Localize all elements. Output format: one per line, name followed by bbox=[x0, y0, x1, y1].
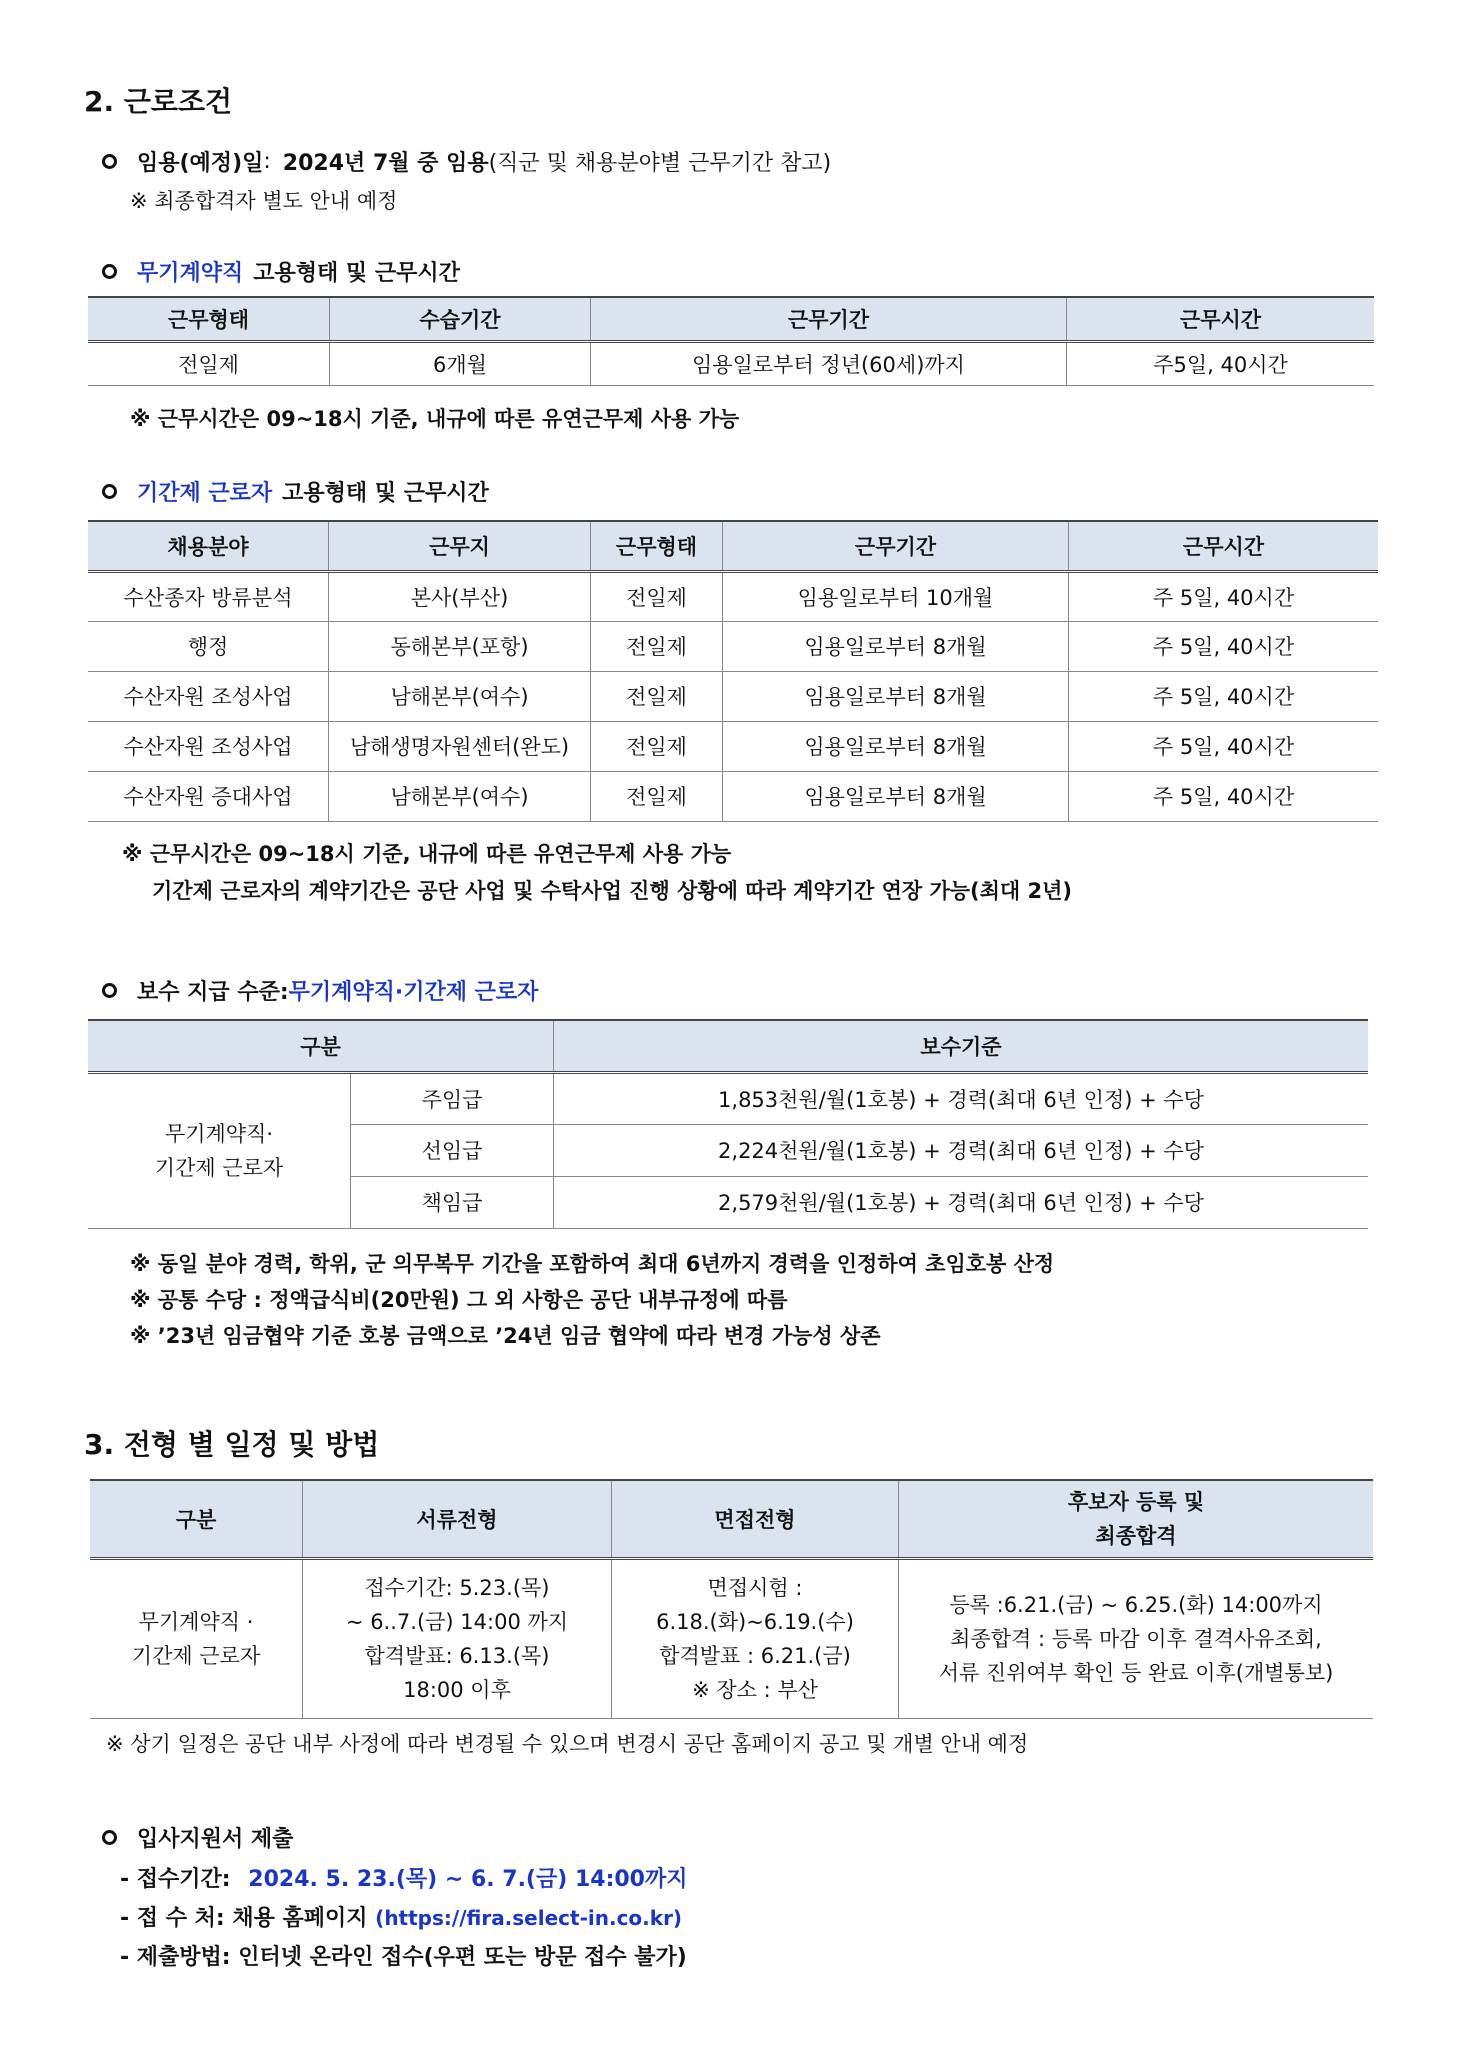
table-cell: 임용일로부터 10개월 bbox=[723, 571, 1069, 621]
table-header: 구분 bbox=[88, 1020, 554, 1072]
pay-group-cell bbox=[88, 1072, 351, 1228]
table-header: 보수기준 bbox=[554, 1020, 1369, 1072]
fixed-term-table bbox=[88, 520, 1378, 822]
application-url-link[interactable]: (https://fira.select-in.co.kr) bbox=[375, 1906, 683, 1930]
circle-bullet-icon bbox=[102, 484, 117, 499]
cell-line: 면접시험 : bbox=[707, 1575, 803, 1600]
appointment-note: ※ 최종합격자 별도 안내 예정 bbox=[130, 189, 398, 213]
table-cell: 주5일, 40시간 bbox=[1067, 341, 1375, 385]
permanent-heading bbox=[102, 256, 460, 287]
table-cell: 임용일로부터 8개월 bbox=[723, 771, 1069, 821]
cell-line: 합격발표: 6.13.(목) bbox=[364, 1643, 550, 1668]
table-header: 근무기간 bbox=[591, 297, 1067, 341]
table-header: 수습기간 bbox=[330, 297, 591, 341]
permanent-table bbox=[88, 296, 1374, 386]
header-line-1: 후보자 등록 및 bbox=[1067, 1489, 1205, 1514]
appointment-colon: : bbox=[263, 149, 271, 174]
table-cell: 주 5일, 40시간 bbox=[1069, 671, 1379, 721]
section-3-title: 3. 전형 별 일정 및 방법 bbox=[84, 1428, 380, 1461]
table-cell: 주 5일, 40시간 bbox=[1069, 721, 1379, 771]
cell-line: 접수기간: 5.23.(목) bbox=[364, 1575, 550, 1600]
pay-group-line-1: 무기계약직· bbox=[164, 1121, 274, 1146]
table-header: 근무형태 bbox=[591, 521, 723, 571]
application-period-value: 2024. 5. 23.(목) ~ 6. 7.(금) 14:00까지 bbox=[248, 1867, 688, 1892]
table-cell: 임용일로부터 정년(60세)까지 bbox=[591, 341, 1067, 385]
table-cell: 임용일로부터 8개월 bbox=[723, 721, 1069, 771]
cell-line: 기간제 근로자 bbox=[131, 1643, 261, 1668]
table-cell: 수산종자 방류분석 bbox=[88, 571, 329, 621]
table-header: 면접전형 bbox=[612, 1480, 899, 1558]
circle-bullet-icon bbox=[102, 264, 117, 279]
document-screening-cell bbox=[303, 1558, 612, 1718]
table-cell: 주 5일, 40시간 bbox=[1069, 621, 1379, 671]
application-title: 입사지원서 제출 bbox=[137, 1827, 294, 1852]
table-cell: 1,853천원/월(1호봉) + 경력(최대 6년 인정) + 수당 bbox=[554, 1072, 1369, 1124]
pay-table bbox=[88, 1019, 1368, 1229]
table-cell: 본사(부산) bbox=[329, 571, 591, 621]
table-cell: 책임급 bbox=[351, 1176, 554, 1228]
table-header: 근무시간 bbox=[1069, 521, 1379, 571]
table-cell: 6개월 bbox=[330, 341, 591, 385]
table-header: 채용분야 bbox=[88, 521, 329, 571]
table-cell: 동해본부(포항) bbox=[329, 621, 591, 671]
table-cell: 주임급 bbox=[351, 1072, 554, 1124]
table-cell: 남해본부(여수) bbox=[329, 671, 591, 721]
application-method: - 제출방법: 인터넷 온라인 접수(우편 또는 방문 접수 불가) bbox=[120, 1945, 687, 1970]
fixed-term-title-blue: 기간제 근로자 bbox=[137, 481, 273, 506]
table-row bbox=[88, 771, 1378, 821]
application-place-label: - 접 수 처: 채용 홈페이지 bbox=[120, 1906, 368, 1931]
table-cell: 수산자원 조성사업 bbox=[88, 721, 329, 771]
pay-heading bbox=[102, 975, 538, 1006]
table-header-final bbox=[899, 1480, 1374, 1558]
table-cell: 주 5일, 40시간 bbox=[1069, 571, 1379, 621]
table-header: 구분 bbox=[90, 1480, 303, 1558]
table-header-row bbox=[90, 1480, 1373, 1558]
appointment-value: 2024년 7월 중 임용 bbox=[282, 151, 489, 176]
table-header-row bbox=[88, 1020, 1368, 1072]
table-row bbox=[88, 1072, 1368, 1124]
table-cell: 2,224천원/월(1호봉) + 경력(최대 6년 인정) + 수당 bbox=[554, 1124, 1369, 1176]
schedule-category-cell bbox=[90, 1558, 303, 1718]
appointment-line bbox=[102, 146, 831, 177]
cell-line: 최종합격 : 등록 마감 이후 결격사유조회, bbox=[950, 1626, 1322, 1651]
table-cell: 수산자원 조성사업 bbox=[88, 671, 329, 721]
pay-note-3: ※ ’23년 임금협약 기준 호봉 금액으로 ’24년 임금 협약에 따라 변경 가능성 상존 bbox=[130, 1324, 881, 1348]
table-row bbox=[88, 571, 1378, 621]
application-period bbox=[120, 1862, 687, 1893]
table-row bbox=[88, 721, 1378, 771]
table-header: 근무기간 bbox=[723, 521, 1069, 571]
cell-line: 등록 :6.21.(금) ~ 6.25.(화) 14:00까지 bbox=[949, 1592, 1323, 1617]
permanent-title-blue: 무기계약직 bbox=[137, 261, 244, 286]
application-heading bbox=[102, 1822, 293, 1853]
table-cell: 행정 bbox=[88, 621, 329, 671]
section-2-title: 2. 근로조건 bbox=[84, 85, 233, 118]
table-cell: 전일제 bbox=[591, 721, 723, 771]
table-cell: 임용일로부터 8개월 bbox=[723, 621, 1069, 671]
cell-line: ~ 6..7.(금) 14:00 까지 bbox=[345, 1609, 569, 1634]
pay-group-line-2: 기간제 근로자 bbox=[154, 1155, 284, 1180]
cell-line: 서류 진위여부 확인 등 완료 이후(개별통보) bbox=[938, 1660, 1334, 1685]
table-cell: 남해생명자원센터(완도) bbox=[329, 721, 591, 771]
cell-line: 합격발표 : 6.21.(금) bbox=[659, 1643, 851, 1668]
fixed-term-heading bbox=[102, 476, 489, 507]
permanent-note: ※ 근무시간은 09~18시 기준, 내규에 따른 유연근무제 사용 가능 bbox=[130, 407, 740, 431]
table-header-row bbox=[88, 521, 1378, 571]
table-cell: 선임급 bbox=[351, 1124, 554, 1176]
table-cell: 전일제 bbox=[591, 621, 723, 671]
pay-note-1: ※ 동일 분야 경력, 학위, 군 의무복무 기간을 포함하여 최대 6년까지 경력을 인정하여 초임호봉 산정 bbox=[130, 1252, 1055, 1276]
fixed-term-title-rest: 고용형태 및 근무시간 bbox=[282, 481, 489, 506]
fixed-term-note-1: ※ 근무시간은 09~18시 기준, 내규에 따른 유연근무제 사용 가능 bbox=[122, 842, 732, 866]
table-cell: 전일제 bbox=[591, 671, 723, 721]
circle-bullet-icon bbox=[102, 983, 117, 998]
table-header: 근무지 bbox=[329, 521, 591, 571]
appointment-label: 임용(예정)일 bbox=[137, 151, 264, 176]
circle-bullet-icon bbox=[102, 154, 117, 169]
table-cell: 2,579천원/월(1호봉) + 경력(최대 6년 인정) + 수당 bbox=[554, 1176, 1369, 1228]
table-cell: 임용일로부터 8개월 bbox=[723, 671, 1069, 721]
cell-line: ※ 장소 : 부산 bbox=[692, 1677, 818, 1702]
application-period-label: - 접수기간: bbox=[120, 1867, 231, 1892]
cell-line: 무기계약직 · bbox=[138, 1609, 254, 1634]
table-row bbox=[88, 341, 1374, 385]
table-header-row bbox=[88, 297, 1374, 341]
table-cell: 전일제 bbox=[591, 771, 723, 821]
table-cell: 주 5일, 40시간 bbox=[1069, 771, 1379, 821]
table-row bbox=[88, 671, 1378, 721]
pay-note-2: ※ 공통 수당 : 정액급식비(20만원) 그 외 사항은 공단 내부규정에 따름 bbox=[130, 1288, 788, 1312]
pay-title-black: 보수 지급 수준: bbox=[137, 980, 289, 1005]
cell-line: 18:00 이후 bbox=[403, 1677, 511, 1702]
table-cell: 수산자원 증대사업 bbox=[88, 771, 329, 821]
header-line-2: 최종합격 bbox=[1095, 1523, 1177, 1548]
table-header: 근무시간 bbox=[1067, 297, 1375, 341]
table-header: 서류전형 bbox=[303, 1480, 612, 1558]
table-cell: 전일제 bbox=[591, 571, 723, 621]
table-cell: 전일제 bbox=[88, 341, 330, 385]
table-row bbox=[88, 621, 1378, 671]
pay-title-blue: 무기계약직·기간제 근로자 bbox=[288, 980, 539, 1005]
circle-bullet-icon bbox=[102, 1830, 117, 1845]
final-registration-cell bbox=[899, 1558, 1374, 1718]
table-row bbox=[90, 1558, 1373, 1718]
schedule-note: ※ 상기 일정은 공단 내부 사정에 따라 변경될 수 있으며 변경시 공단 홈페이지 공고 및 개별 안내 예정 bbox=[106, 1732, 1029, 1756]
schedule-table bbox=[90, 1479, 1373, 1719]
table-cell: 남해본부(여수) bbox=[329, 771, 591, 821]
cell-line: 6.18.(화)~6.19.(수) bbox=[656, 1609, 854, 1634]
table-header: 근무형태 bbox=[88, 297, 330, 341]
fixed-term-note-2: 기간제 근로자의 계약기간은 공단 사업 및 수탁사업 진행 상황에 따라 계약기간 연장 가능(최대 2년) bbox=[152, 879, 1073, 903]
application-place bbox=[120, 1901, 682, 1932]
permanent-title-rest: 고용형태 및 근무시간 bbox=[253, 261, 460, 286]
appointment-tail: (직군 및 채용분야별 근무기간 참고) bbox=[488, 151, 832, 176]
interview-cell bbox=[612, 1558, 899, 1718]
